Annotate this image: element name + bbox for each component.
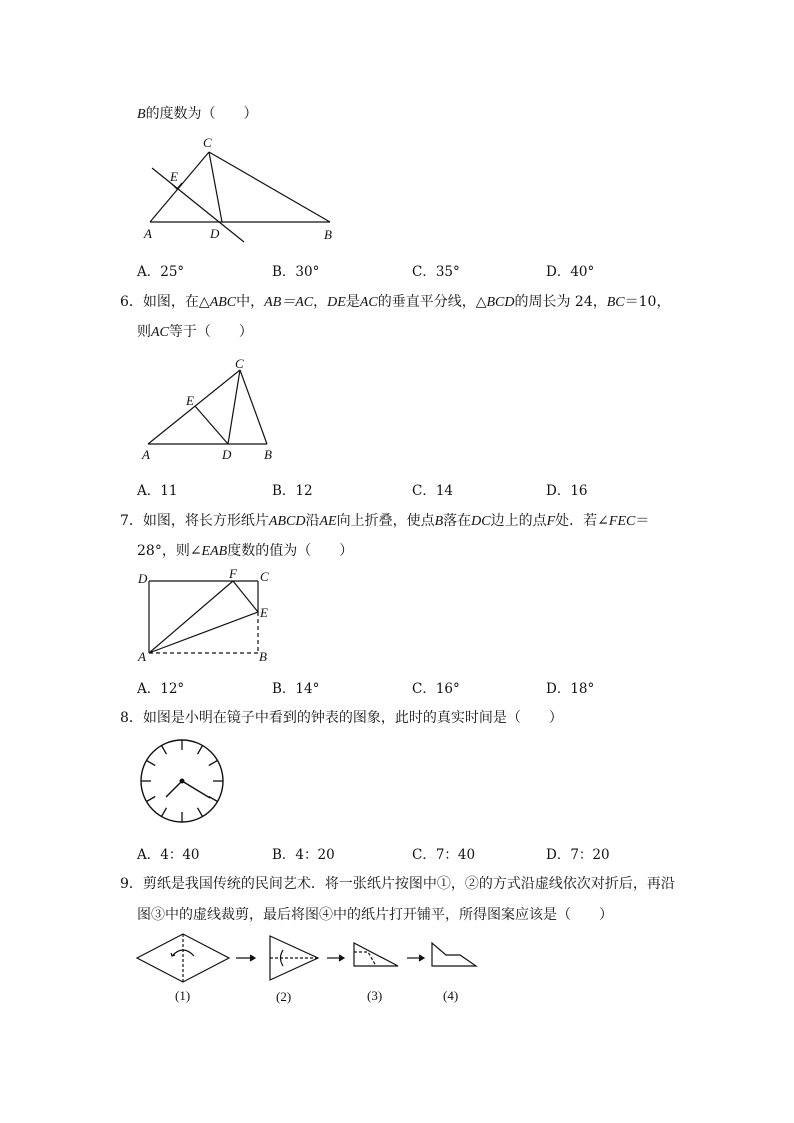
q6-mid3: 的垂直平分线，△ bbox=[377, 294, 487, 310]
q8-option-d[interactable]: D．7：20 bbox=[546, 847, 610, 863]
q5-label-a: A bbox=[144, 226, 152, 241]
q5-label-c: C bbox=[203, 135, 212, 150]
q7-option-a[interactable]: A．12° bbox=[137, 681, 185, 697]
q6-eq10: ＝10， bbox=[624, 294, 671, 310]
q6-line2b: 等于（ ） bbox=[168, 324, 253, 340]
q7-option-b[interactable]: B．14° bbox=[272, 681, 320, 697]
q7-dc: DC bbox=[471, 514, 491, 529]
q7-label-e: E bbox=[260, 605, 268, 620]
q6-option-c[interactable]: C．14 bbox=[412, 483, 454, 499]
q7-line2a: 28°，则∠ bbox=[137, 543, 202, 559]
q5-option-b[interactable]: B．30° bbox=[272, 264, 320, 280]
q7-m6: ＝ bbox=[635, 513, 650, 529]
q7-abcd: ABCD bbox=[268, 514, 306, 529]
q7-label-a: A bbox=[138, 649, 146, 664]
q6-label-e: E bbox=[186, 393, 194, 408]
q6-num: 6．如图，在△ bbox=[120, 294, 210, 310]
q7-f: F bbox=[546, 514, 556, 529]
q5-option-a[interactable]: A．25° bbox=[137, 264, 185, 280]
q5-label-e: E bbox=[170, 169, 178, 184]
q7-num: 7．如图，将长方形纸片 bbox=[120, 513, 269, 529]
q6-mid2: 是 bbox=[345, 294, 360, 310]
q6-mid4: 的周长为 24， bbox=[514, 294, 607, 310]
q5-var-b: B bbox=[137, 107, 146, 122]
q9-caption-1: (1) bbox=[175, 988, 191, 1003]
q6-line2a: 则 bbox=[137, 324, 151, 340]
q8-option-a[interactable]: A．4：40 bbox=[137, 847, 200, 863]
q9-caption-2: (2) bbox=[276, 989, 292, 1004]
q6-sep1: ， bbox=[313, 294, 328, 310]
q7-ae: AE bbox=[319, 514, 337, 529]
q6-option-d[interactable]: D．16 bbox=[546, 483, 588, 499]
q7-line2b: 度数的值为（ ） bbox=[227, 543, 354, 559]
q6-bcd: BCD bbox=[486, 295, 515, 310]
q6-label-b: B bbox=[264, 447, 272, 462]
q5-tail-text: 的度数为（ ） bbox=[145, 106, 258, 122]
q5-label-b: B bbox=[324, 227, 332, 242]
q7-option-c[interactable]: C．16° bbox=[412, 681, 460, 697]
q7-label-d: D bbox=[138, 571, 148, 586]
q6-ac2: AC bbox=[151, 325, 169, 340]
q6-abac: AB＝AC bbox=[264, 295, 314, 310]
q6-ac1: AC bbox=[359, 295, 378, 310]
q6-abc: ABC bbox=[209, 295, 237, 310]
q7-fec: FEC bbox=[608, 514, 636, 529]
q6-de: DE bbox=[327, 295, 346, 310]
q6-option-a[interactable]: A．11 bbox=[137, 483, 178, 499]
q8-stem: 8．如图是小明在镜子中看到的钟表的图象，此时的真实时间是（ ） bbox=[120, 710, 563, 726]
q6-label-c: C bbox=[235, 356, 244, 371]
q9-stem-line2: 图③中的虚线裁剪，最后将图④中的纸片打开铺平，所得图案应该是（ ） bbox=[137, 907, 613, 923]
q7-m3: 落在 bbox=[443, 513, 472, 529]
q9-caption-3: (3) bbox=[367, 988, 383, 1003]
q7-m2: 向上折叠，使点 bbox=[336, 513, 435, 529]
q6-bc: BC bbox=[606, 295, 625, 310]
q5-option-d[interactable]: D．40° bbox=[546, 264, 595, 280]
q6-label-d: D bbox=[222, 447, 232, 462]
q7-option-d[interactable]: D．18° bbox=[546, 681, 595, 697]
q5-label-d: D bbox=[210, 226, 220, 241]
q7-label-f: F bbox=[229, 566, 237, 581]
q9-caption-4: (4) bbox=[443, 988, 459, 1003]
q6-mid1: 中， bbox=[236, 294, 265, 310]
q7-m1: 沿 bbox=[305, 513, 320, 529]
q7-b: B bbox=[434, 514, 444, 529]
q9-stem-line1: 9．剪纸是我国传统的民间艺术．将一张纸片按图中①，②的方式沿虚线依次对折后，再沿 bbox=[120, 876, 675, 892]
q7-eab: EAB bbox=[201, 544, 228, 559]
q6-label-a: A bbox=[142, 447, 150, 462]
q7-m4: 边上的点 bbox=[490, 513, 547, 529]
q8-option-b[interactable]: B．4：20 bbox=[272, 847, 335, 863]
q5-option-c[interactable]: C．35° bbox=[412, 264, 460, 280]
q8-option-c[interactable]: C．7：40 bbox=[412, 847, 476, 863]
q6-option-b[interactable]: B．12 bbox=[272, 483, 313, 499]
q7-label-b: B bbox=[259, 649, 267, 664]
q7-m5: 处．若∠ bbox=[555, 513, 609, 529]
q7-label-c: C bbox=[260, 569, 269, 584]
